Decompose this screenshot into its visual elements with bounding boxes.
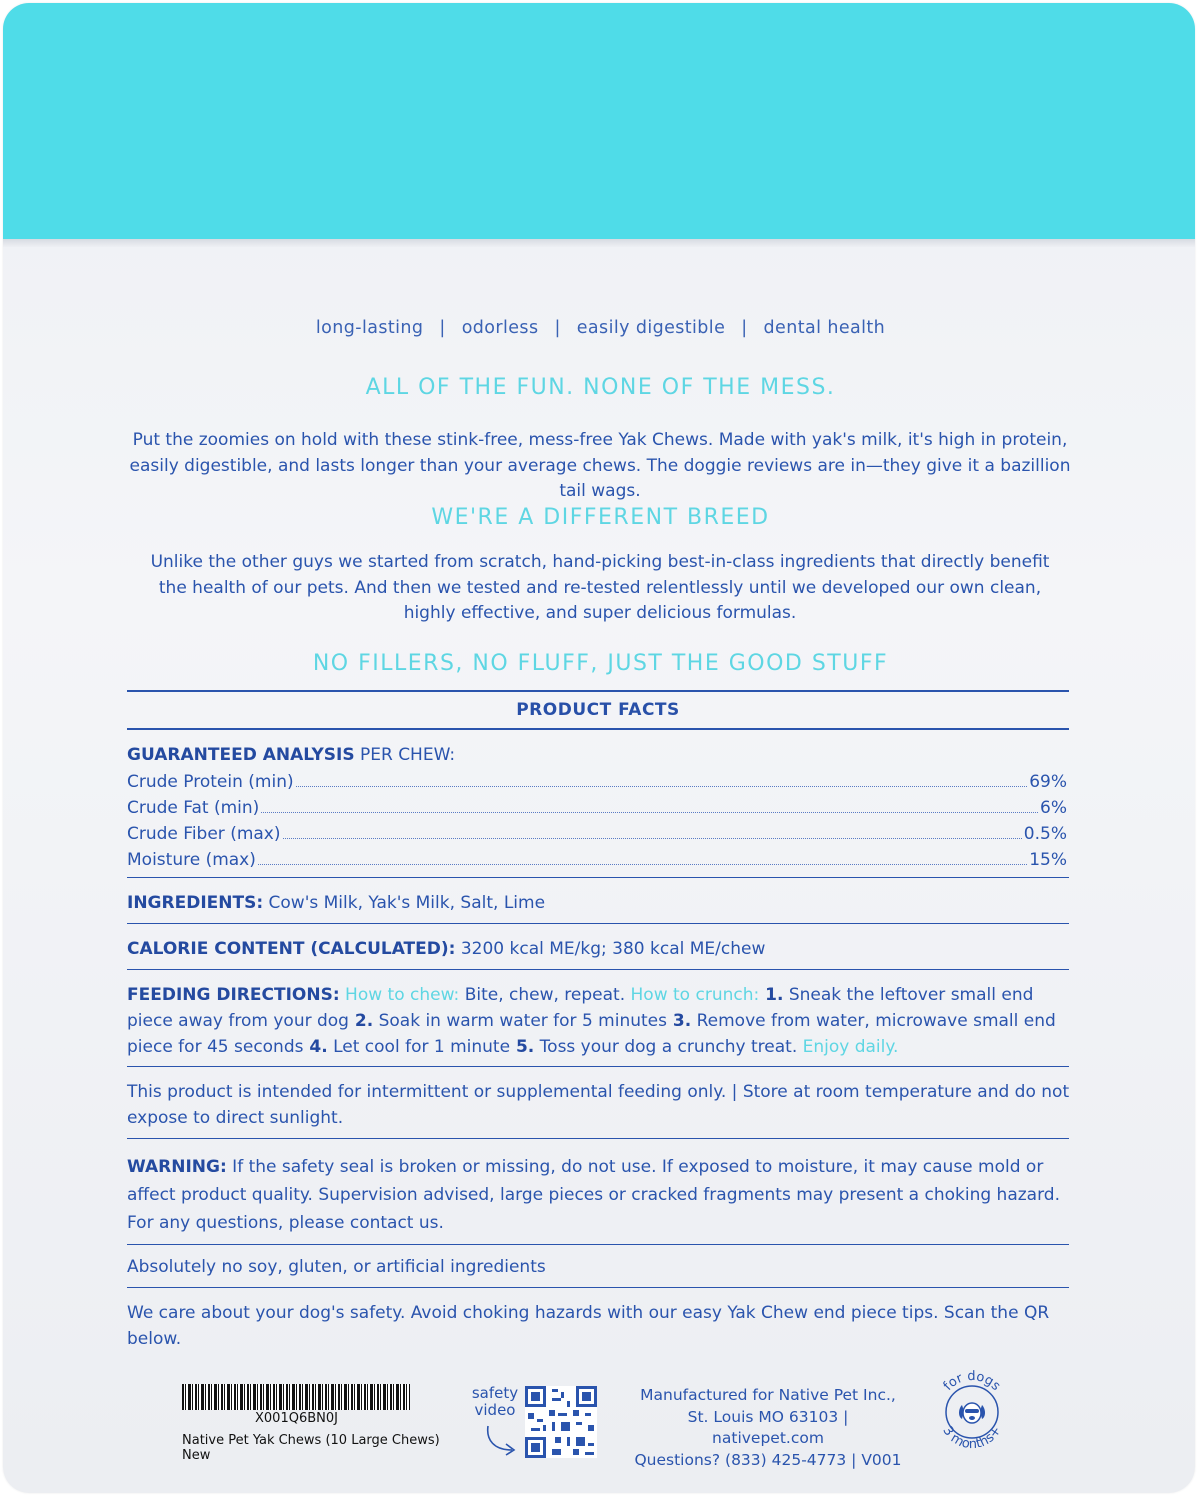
no-soy-note (127, 1254, 1071, 1280)
leader-dots (283, 838, 1022, 839)
barcode-id: X001Q6BN0J (255, 1411, 338, 1426)
warning-label: WARNING: (127, 1157, 227, 1177)
divider (127, 1066, 1069, 1067)
heading-breed: WE'RE A DIFFERENT BREED (431, 505, 770, 530)
step-number: 1. (759, 985, 784, 1005)
product-facts-title: PRODUCT FACTS (516, 700, 680, 720)
safety-video-line: safety (471, 1384, 519, 1402)
seal-strip (3, 239, 1195, 247)
warning-text: If the safety seal is broken or missing, do not use. If exposed to moisture, it may cause mold or affect product quality. Supervision advised, large pieces or cracked fragments may present a choking hazard. For any questions, please contact us. (127, 1157, 1060, 1233)
analysis-row-protein (127, 768, 1067, 792)
step-text: Remove from water, microwave small end piece for 45 seconds (127, 1011, 1056, 1057)
feeding-directions (127, 982, 1071, 1060)
badge-bottom-text: 3 months+ (939, 1423, 1005, 1452)
analysis-label: Crude Fiber (max) (127, 824, 281, 844)
analysis-label: GUARANTEED ANALYSIS (127, 745, 355, 765)
analysis-value: 69% (1029, 772, 1067, 792)
analysis-value: 0.5% (1023, 824, 1067, 844)
storage-text: This product is intended for intermittent or supplemental feeding only. | Store at room temperature and do not expose to direct sunlight. (127, 1082, 1070, 1128)
tagline-item: long-lasting (315, 318, 424, 338)
analysis-heading (127, 742, 1071, 768)
enjoy-text: Enjoy daily. (797, 1037, 899, 1057)
tagline-row (0, 318, 1201, 338)
leader-dots (261, 812, 1038, 813)
divider (127, 728, 1069, 730)
feeding-label: FEEDING DIRECTIONS: (127, 985, 340, 1005)
analysis-row-moisture (127, 846, 1067, 870)
analysis-label: Crude Protein (min) (127, 772, 294, 792)
ingredients-label: INGREDIENTS: (127, 893, 264, 913)
step-text: Let cool for 1 minute (327, 1037, 511, 1057)
calorie-label: CALORIE CONTENT (CALCULATED): (127, 939, 456, 959)
analysis-value: 6% (1040, 798, 1067, 818)
divider (127, 690, 1069, 692)
dog-icon (959, 1403, 985, 1423)
analysis-row-fiber (127, 820, 1067, 844)
step-text: Soak in warm water for 5 minutes (373, 1011, 667, 1031)
calorie-text: 3200 kcal ME/kg; 380 kcal ME/chew (455, 939, 766, 959)
mfr-line: Questions? (833) 425-4773 | V001 (634, 1450, 902, 1469)
barcode-icon (182, 1384, 410, 1410)
heading-good-stuff: NO FILLERS, NO FLUFF, JUST THE GOOD STUFF (312, 651, 889, 676)
storage-note (127, 1079, 1071, 1131)
divider (127, 1244, 1069, 1245)
step-number: 5. (510, 1037, 535, 1057)
ingredients-text: Cow's Milk, Yak's Milk, Salt, Lime (263, 893, 546, 913)
tagline-separator: | (741, 318, 748, 338)
divider (127, 877, 1069, 878)
mfr-line: Manufactured for Native Pet Inc., (640, 1386, 896, 1404)
divider (127, 969, 1069, 970)
analysis-value: 15% (1029, 850, 1067, 870)
age-badge (930, 1368, 1014, 1452)
badge-top-text: for dogs (940, 1368, 1004, 1394)
chew-label: How to chew: (339, 985, 460, 1005)
crunch-label: How to crunch: (625, 985, 760, 1005)
step-text: Toss your dog a crunchy treat. (534, 1037, 798, 1057)
safety-video-label (465, 1385, 525, 1419)
divider (127, 1138, 1069, 1139)
step-number: 2. (348, 1011, 374, 1031)
analysis-row-fat (127, 794, 1067, 818)
step-number: 3. (666, 1011, 692, 1031)
top-color-band (3, 3, 1195, 239)
step-number: 4. (303, 1037, 328, 1057)
tagline-separator: | (554, 318, 561, 338)
leader-dots (296, 786, 1028, 787)
calorie-line (127, 936, 1071, 962)
chew-text: Bite, chew, repeat. (459, 985, 626, 1005)
no-soy-text: Absolutely no soy, gluten, or artificial ingredients (127, 1257, 546, 1277)
tagline-item: odorless (461, 318, 539, 338)
ingredients-line (127, 890, 1071, 916)
step-text: Sneak the leftover small end piece away from your dog (127, 985, 1034, 1031)
curved-arrow-icon (482, 1424, 522, 1458)
intro-text: Put the zoomies on hold with these stink-free, mess-free Yak Chews. Made with yak's milk, it's high in protein, easily digestible, and lasts longer than your average chews. The doggie reviews are in—they give it a bazillion tail wags. (129, 430, 1071, 501)
analysis-suffix: PER CHEW: (354, 745, 456, 765)
analysis-label: Moisture (max) (127, 850, 256, 870)
product-name: Native Pet Yak Chews (10 Large Chews) (182, 1433, 440, 1448)
intro-paragraph (120, 428, 1080, 505)
leader-dots (258, 864, 1027, 865)
tagline-separator: | (439, 318, 446, 338)
safety-video-line: video (474, 1401, 516, 1419)
age-badge-ring (930, 1368, 1014, 1452)
condition: New (182, 1448, 211, 1463)
divider (127, 1287, 1069, 1288)
manufacturer-info (630, 1385, 906, 1471)
heading-fun: ALL OF THE FUN. NONE OF THE MESS. (365, 375, 836, 400)
safety-text: We care about your dog's safety. Avoid choking hazards with our easy Yak Chew end piece tips. Scan the QR below. (127, 1303, 1050, 1349)
divider (127, 923, 1069, 924)
breed-text: Unlike the other guys we started from scratch, hand-picking best-in-class ingredients that directly benefit the health of our pets. And then we tested and re-tested relentlessly until we developed our own clean, highly effective, and super delicious formulas. (150, 552, 1050, 623)
analysis-label: Crude Fat (min) (127, 798, 260, 818)
qr-code-icon[interactable] (525, 1386, 597, 1458)
tagline-item: dental health (763, 318, 886, 338)
safety-note (127, 1300, 1071, 1352)
tagline-item: easily digestible (576, 318, 726, 338)
mfr-line: St. Louis MO 63103 | nativepet.com (687, 1407, 849, 1447)
warning-note (127, 1153, 1071, 1237)
breed-paragraph (140, 550, 1060, 627)
